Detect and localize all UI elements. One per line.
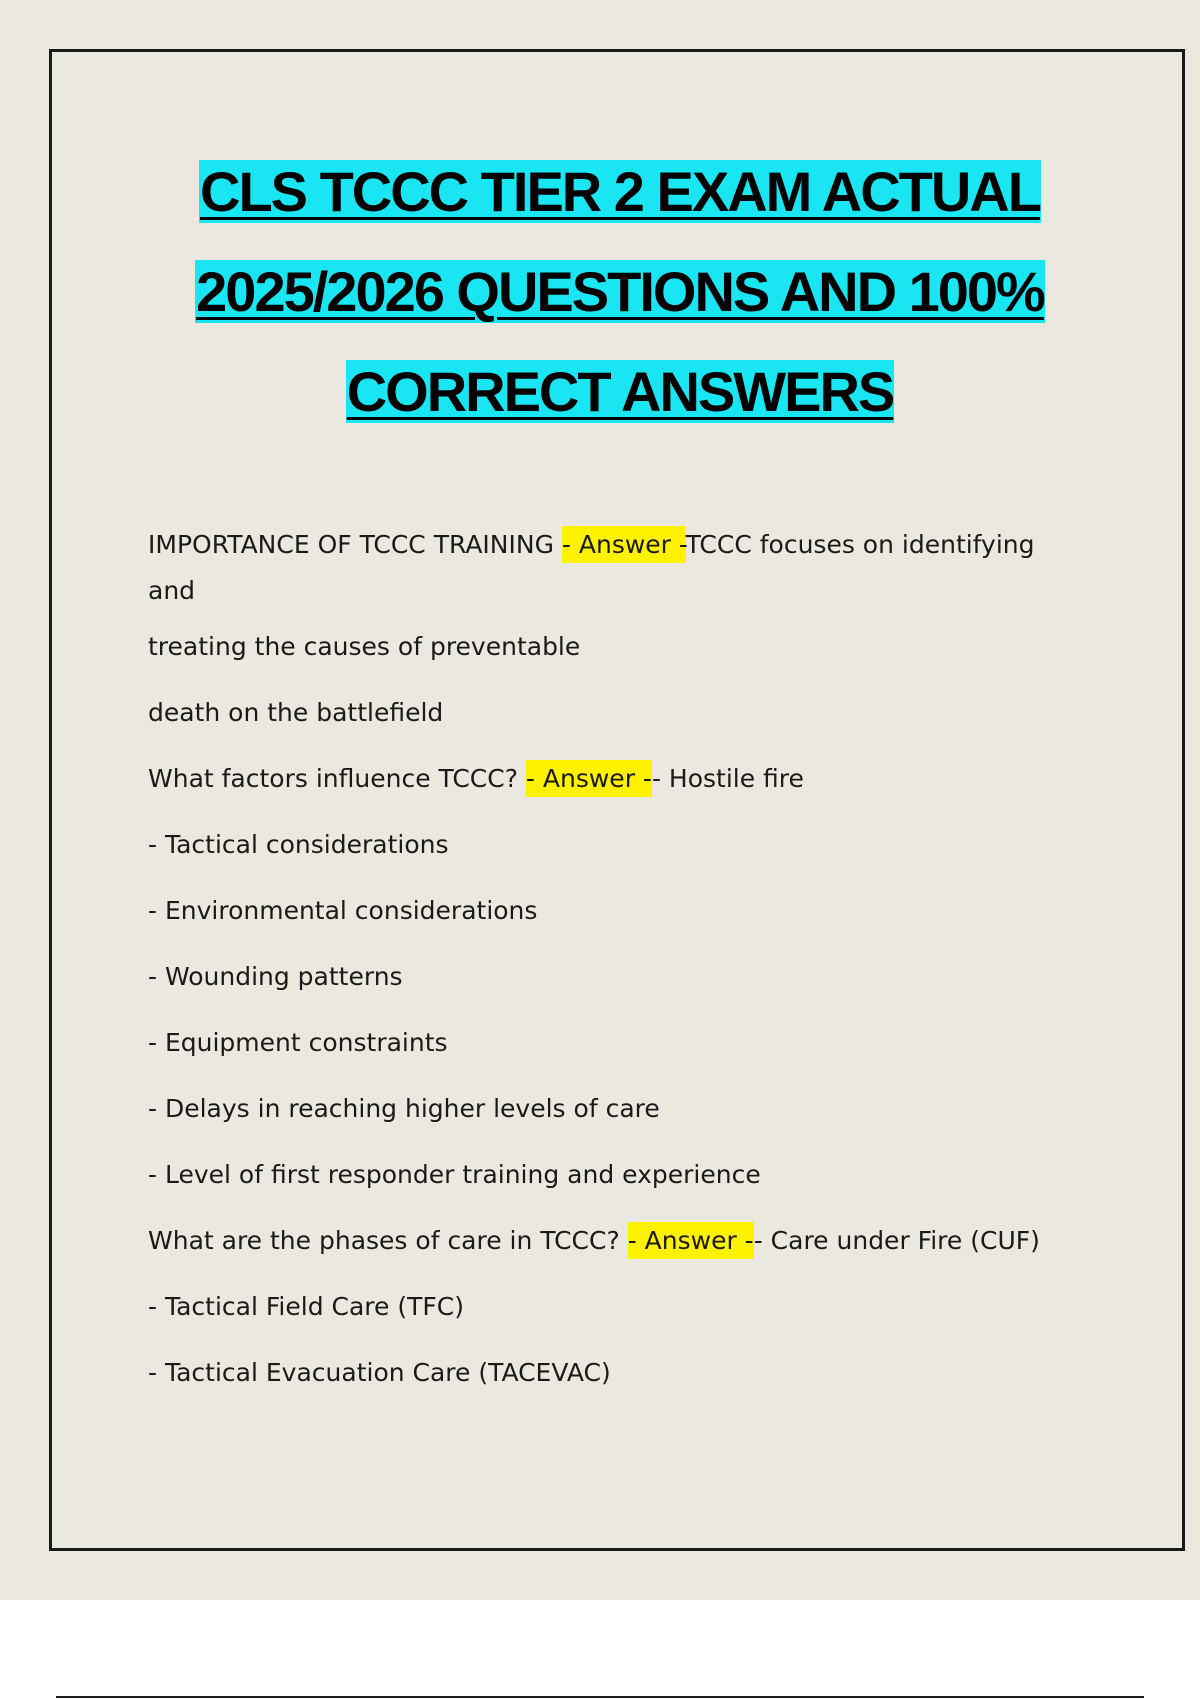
answer-marker-3: - Answer - bbox=[628, 1222, 754, 1259]
answer-2-line-3: - Wounding patterns bbox=[148, 962, 403, 991]
answer-2-line-6: - Level of first responder training and experience bbox=[148, 1160, 761, 1189]
bottom-divider bbox=[56, 1696, 1144, 1698]
question-block-3 bbox=[148, 1208, 1138, 1406]
answer-1-line-2: death on the battlefield bbox=[148, 698, 444, 727]
answer-2-line-5: - Delays in reaching higher levels of care bbox=[148, 1094, 660, 1123]
question-1-text: IMPORTANCE OF TCCC TRAINING bbox=[148, 530, 562, 559]
document-title bbox=[52, 142, 1188, 442]
answer-2-line-4: - Equipment constraints bbox=[148, 1028, 448, 1057]
answer-2-line-1: - Tactical considerations bbox=[148, 830, 449, 859]
answer-1-start: TCCC focuses on identifying bbox=[685, 530, 1035, 559]
answer-1-line-1: treating the causes of preventable bbox=[148, 632, 581, 661]
question-3-line bbox=[148, 1208, 1138, 1274]
question-3-text: What are the phases of care in TCCC? bbox=[148, 1226, 628, 1255]
title-line-2-text: 2025/2026 QUESTIONS AND 100% bbox=[196, 260, 1044, 323]
question-block-1 bbox=[148, 522, 1138, 746]
title-line-3 bbox=[52, 342, 1188, 442]
answer-3-start: - Care under Fire (CUF) bbox=[753, 1226, 1040, 1255]
document-frame bbox=[49, 49, 1185, 1551]
title-line-2 bbox=[52, 242, 1188, 342]
question-2-text: What factors influence TCCC? bbox=[148, 764, 526, 793]
answer-2-line-2: - Environmental considerations bbox=[148, 896, 538, 925]
title-line-1 bbox=[52, 142, 1188, 242]
question-2-line bbox=[148, 746, 1138, 812]
title-line-3-text: CORRECT ANSWERS bbox=[346, 360, 894, 423]
answer-marker-2: - Answer - bbox=[526, 760, 652, 797]
answer-marker-1: - Answer - bbox=[562, 526, 686, 563]
question-block-2 bbox=[148, 746, 1138, 1208]
title-line-1-text: CLS TCCC TIER 2 EXAM ACTUAL bbox=[200, 160, 1040, 223]
document-body bbox=[148, 512, 1138, 1406]
answer-2-start: - Hostile fire bbox=[651, 764, 804, 793]
answer-3-line-2: - Tactical Evacuation Care (TACEVAC) bbox=[148, 1358, 611, 1387]
answer-1-wrap-line: and bbox=[148, 576, 196, 605]
question-1-line bbox=[148, 522, 1138, 568]
answer-3-line-1: - Tactical Field Care (TFC) bbox=[148, 1292, 464, 1321]
